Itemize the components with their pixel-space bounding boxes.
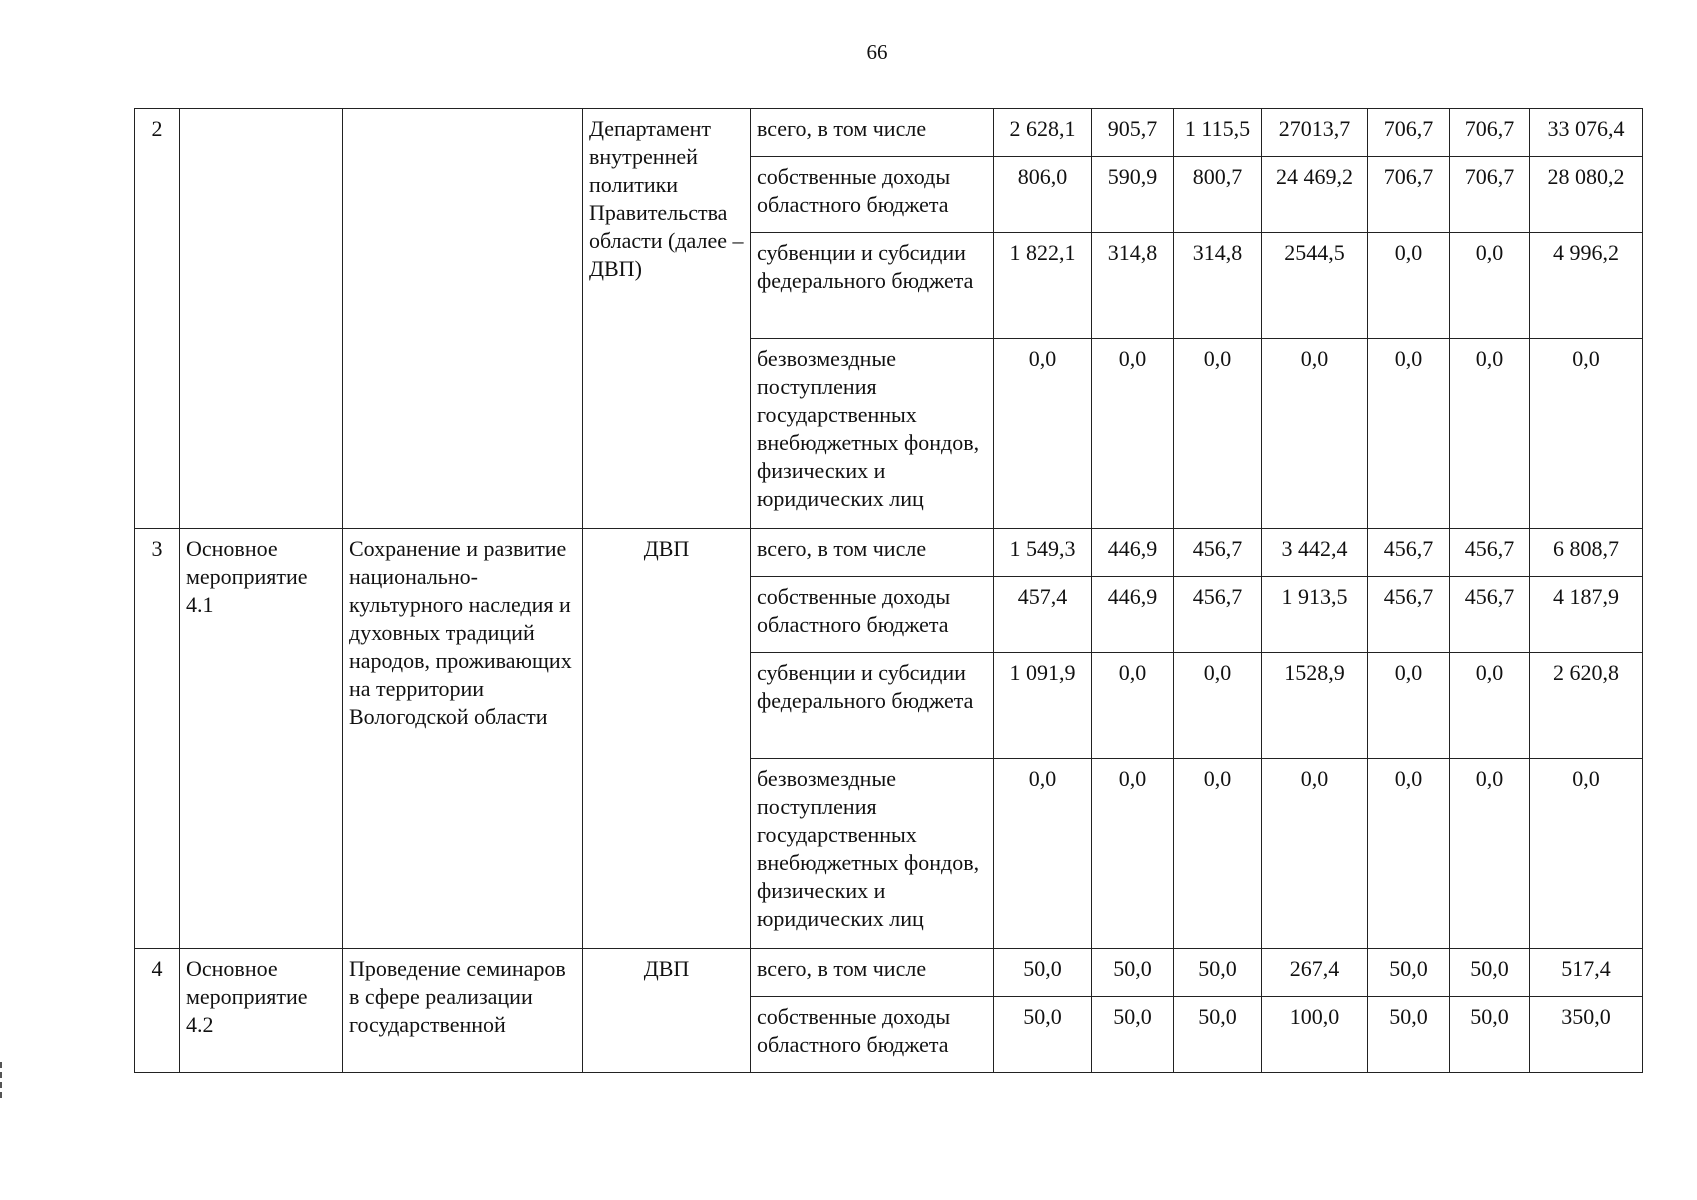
value-cell: 50,0 — [994, 997, 1092, 1073]
measure-cell: Основное мероприятие 4.2 — [180, 949, 343, 1073]
budget-table — [134, 108, 1643, 1073]
value-cell: 456,7 — [1174, 577, 1262, 653]
value-cell: 456,7 — [1368, 577, 1450, 653]
value-cell: 706,7 — [1450, 109, 1530, 157]
value-cell: 50,0 — [1174, 997, 1262, 1073]
name-cell — [343, 109, 583, 529]
value-cell: 806,0 — [994, 157, 1092, 233]
value-cell: 517,4 — [1530, 949, 1643, 997]
value-cell: 50,0 — [1450, 997, 1530, 1073]
value-cell: 267,4 — [1262, 949, 1368, 997]
value-cell: 0,0 — [1174, 653, 1262, 759]
funding-source-cell: безвозмездные поступления государственных внебюджетных фондов, физических и юридических лиц — [751, 339, 994, 529]
value-cell: 350,0 — [1530, 997, 1643, 1073]
funding-source-cell: субвенции и субсидии федерального бюджета — [751, 233, 994, 339]
value-cell: 28 080,2 — [1530, 157, 1643, 233]
value-cell: 446,9 — [1092, 577, 1174, 653]
value-cell: 50,0 — [1368, 997, 1450, 1073]
value-cell: 0,0 — [1174, 339, 1262, 529]
value-cell: 0,0 — [1092, 339, 1174, 529]
value-cell: 50,0 — [1450, 949, 1530, 997]
value-cell: 1528,9 — [1262, 653, 1368, 759]
row-number-cell: 3 — [135, 529, 180, 949]
funding-source-cell: собственные доходы областного бюджета — [751, 577, 994, 653]
value-cell: 50,0 — [994, 949, 1092, 997]
table-body — [135, 109, 1643, 1073]
funding-source-cell: всего, в том числе — [751, 529, 994, 577]
table-row — [135, 529, 1643, 577]
value-cell: 456,7 — [1450, 577, 1530, 653]
value-cell: 1 822,1 — [994, 233, 1092, 339]
value-cell: 314,8 — [1174, 233, 1262, 339]
value-cell: 0,0 — [1450, 233, 1530, 339]
value-cell: 1 913,5 — [1262, 577, 1368, 653]
value-cell: 456,7 — [1450, 529, 1530, 577]
value-cell: 50,0 — [1368, 949, 1450, 997]
value-cell: 457,4 — [994, 577, 1092, 653]
value-cell: 6 808,7 — [1530, 529, 1643, 577]
page-number: 66 — [866, 40, 888, 64]
value-cell: 0,0 — [1174, 759, 1262, 949]
value-cell: 0,0 — [1092, 759, 1174, 949]
value-cell: 2 628,1 — [994, 109, 1092, 157]
executor-cell: ДВП — [583, 949, 751, 1073]
value-cell: 0,0 — [1368, 759, 1450, 949]
executor-cell: ДВП — [583, 529, 751, 949]
table-row — [135, 949, 1643, 997]
value-cell: 0,0 — [1368, 653, 1450, 759]
executor-cell: Департамент внутренней политики Правительства области (далее – ДВП) — [583, 109, 751, 529]
value-cell: 50,0 — [1174, 949, 1262, 997]
name-cell: Проведение семинаров в сфере реализации государственной — [343, 949, 583, 1073]
value-cell: 456,7 — [1368, 529, 1450, 577]
name-cell: Сохранение и развитие национально-культурного наследия и духовных традиций народов, проживающих на территории Вологодской области — [343, 529, 583, 949]
value-cell: 706,7 — [1368, 157, 1450, 233]
value-cell: 0,0 — [994, 339, 1092, 529]
value-cell: 0,0 — [994, 759, 1092, 949]
value-cell: 314,8 — [1092, 233, 1174, 339]
row-number-cell: 4 — [135, 949, 180, 1073]
value-cell: 1 091,9 — [994, 653, 1092, 759]
value-cell: 24 469,2 — [1262, 157, 1368, 233]
value-cell: 100,0 — [1262, 997, 1368, 1073]
value-cell: 0,0 — [1450, 339, 1530, 529]
value-cell: 2 620,8 — [1530, 653, 1643, 759]
funding-source-cell: всего, в том числе — [751, 949, 994, 997]
value-cell: 4 187,9 — [1530, 577, 1643, 653]
scan-margin-mark — [0, 1062, 6, 1098]
value-cell: 0,0 — [1530, 339, 1643, 529]
table-row — [135, 109, 1643, 157]
funding-source-cell: собственные доходы областного бюджета — [751, 997, 994, 1073]
value-cell: 50,0 — [1092, 949, 1174, 997]
value-cell: 0,0 — [1450, 759, 1530, 949]
value-cell: 3 442,4 — [1262, 529, 1368, 577]
value-cell: 0,0 — [1450, 653, 1530, 759]
value-cell: 905,7 — [1092, 109, 1174, 157]
value-cell: 456,7 — [1174, 529, 1262, 577]
value-cell: 33 076,4 — [1530, 109, 1643, 157]
value-cell: 706,7 — [1368, 109, 1450, 157]
value-cell: 590,9 — [1092, 157, 1174, 233]
value-cell: 1 549,3 — [994, 529, 1092, 577]
value-cell: 4 996,2 — [1530, 233, 1643, 339]
value-cell: 0,0 — [1262, 759, 1368, 949]
value-cell: 446,9 — [1092, 529, 1174, 577]
value-cell: 0,0 — [1368, 233, 1450, 339]
value-cell: 0,0 — [1530, 759, 1643, 949]
value-cell: 27013,7 — [1262, 109, 1368, 157]
measure-cell — [180, 109, 343, 529]
row-number-cell: 2 — [135, 109, 180, 529]
value-cell: 50,0 — [1092, 997, 1174, 1073]
value-cell: 0,0 — [1262, 339, 1368, 529]
funding-source-cell: субвенции и субсидии федерального бюджета — [751, 653, 994, 759]
value-cell: 0,0 — [1368, 339, 1450, 529]
value-cell: 800,7 — [1174, 157, 1262, 233]
measure-cell: Основное мероприятие 4.1 — [180, 529, 343, 949]
value-cell: 706,7 — [1450, 157, 1530, 233]
value-cell: 2544,5 — [1262, 233, 1368, 339]
value-cell: 1 115,5 — [1174, 109, 1262, 157]
funding-source-cell: безвозмездные поступления государственных внебюджетных фондов, физических и юридических лиц — [751, 759, 994, 949]
value-cell: 0,0 — [1092, 653, 1174, 759]
funding-source-cell: всего, в том числе — [751, 109, 994, 157]
funding-source-cell: собственные доходы областного бюджета — [751, 157, 994, 233]
